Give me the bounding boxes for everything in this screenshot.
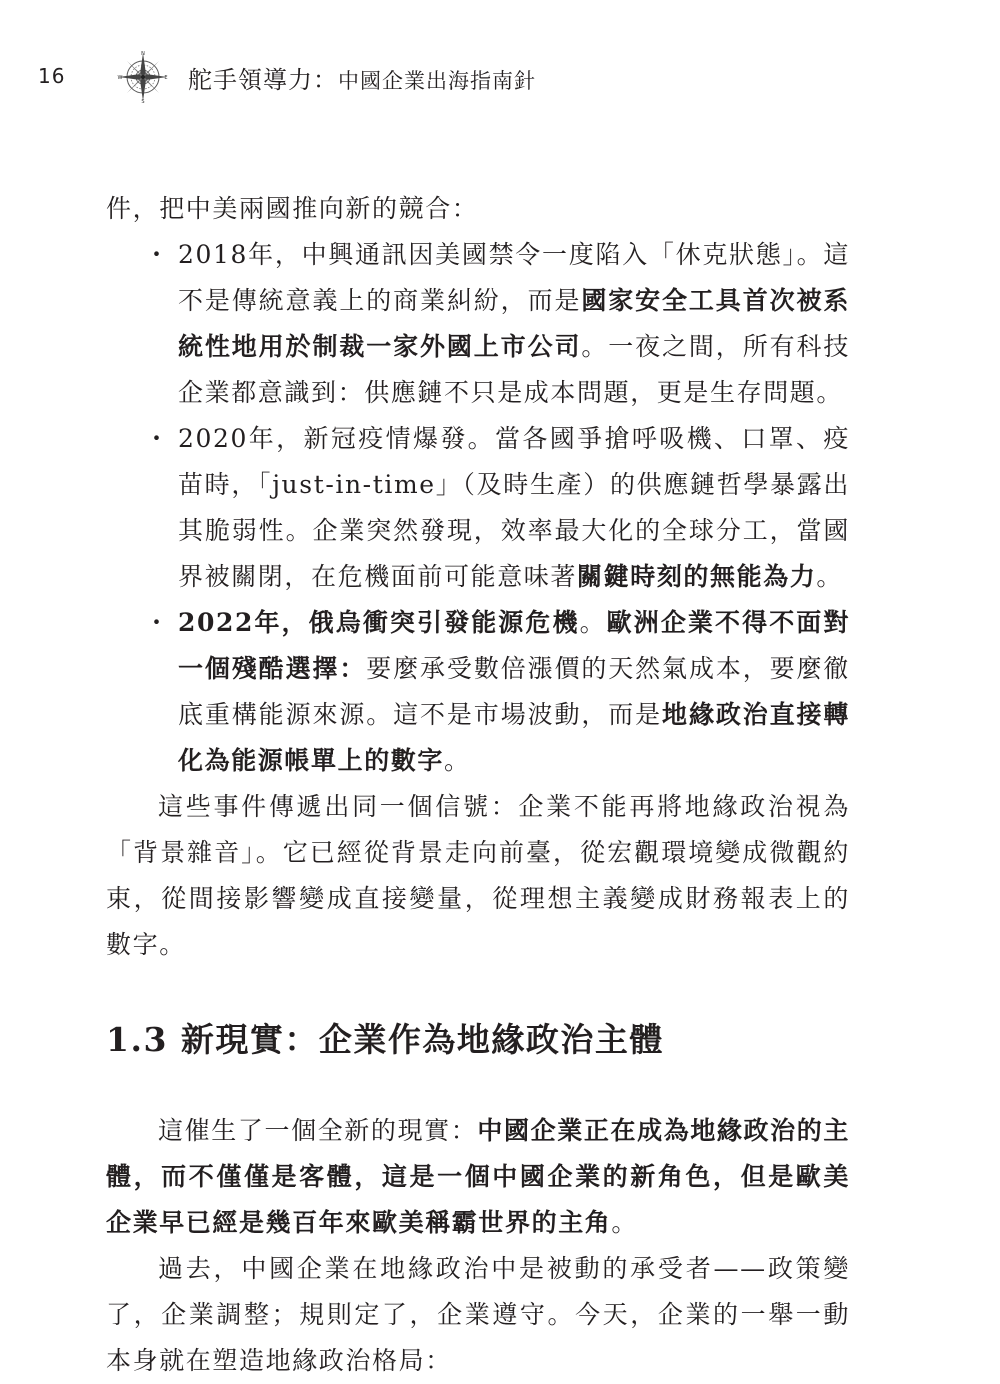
bold-text-run: 地緣政治直接轉化為能源帳單上的數字 [178,700,850,775]
text-run: 。一夜之間，所有科技企業都意識到：供應鏈不只是成本問題，更是生存問題。 [178,332,850,407]
running-head [188,60,536,95]
bullet-item [158,600,850,784]
text-run: 。 [611,1208,639,1237]
paragraph: 過去，中國企業在地緣政治中是被動的承受者——政策變了，企業調整；規則定了，企業遵守。今天，企業的一舉一動本身就在塑造地緣政治格局： [106,1254,850,1375]
text-run: 。 [444,746,471,775]
section-heading: 1.3 新現實：企業作為地緣政治主體 [106,1020,664,1059]
text-run: 2020年，新冠疫情爆發。當各國爭搶呼吸機、口罩、疫苗時，「just-in-time」（及時生產）的供應鏈哲學暴露出其脆弱性。企業突然發現，效率最大化的全球分工，當國界被關閉，在危機面前可能意味著 [178,424,850,591]
svg-text:S: S [141,99,145,104]
text-run: 。 [579,608,607,637]
text-run: 2018年，中興通訊因美國禁令一度陷入「休克狀態」。這不是傳統意義上的商業糾紛，而是 [178,240,850,315]
bullet-item [158,416,850,600]
bullet-list [106,232,850,784]
bold-text-run: 關鍵時刻的無能為力 [577,562,817,591]
page-number: 16 [38,64,66,88]
text-run: 。 [816,562,844,591]
text-run: 這催生了一個全新的現實： [158,1116,478,1145]
bullet-item [158,232,850,416]
intro-line: 件，把中美兩國推向新的競合： [106,194,479,223]
svg-text:N: N [141,51,145,57]
bold-text-run: 2022年，俄烏衝突引發能源危機 [178,608,580,637]
svg-text:W: W [117,75,123,81]
text-run: 要麼承受數倍漲價的天然氣成本，要麼徹底重構能源來源。這不是市場波動，而是 [178,654,850,729]
bold-text-run: 國家安全工具首次被系統性地用於制裁一家外國上市公司 [178,286,850,361]
svg-text:E: E [164,75,168,81]
compass-rose-icon [116,50,170,104]
page-body [106,186,850,1384]
paragraph: 這些事件傳遞出同一個信號：企業不能再將地緣政治視為「背景雜音」。它已經從背景走向前臺，從宏觀環境變成微觀約束，從間接影響變成直接變量，從理想主義變成財務報表上的數字。 [106,792,850,959]
book-subtitle: 中國企業出海指南針 [338,69,536,93]
paragraph [106,1108,850,1246]
book-title: 舵手領導力： [188,66,338,94]
bold-text-run: 中國企業正在成為地緣政治的主體，而不僅僅是客體，這是一個中國企業的新角色，但是歐美企業早已經是幾百年來歐美稱霸世界的主角 [106,1116,850,1237]
bold-text-run: 歐洲企業不得不面對一個殘酷選擇： [178,608,850,683]
